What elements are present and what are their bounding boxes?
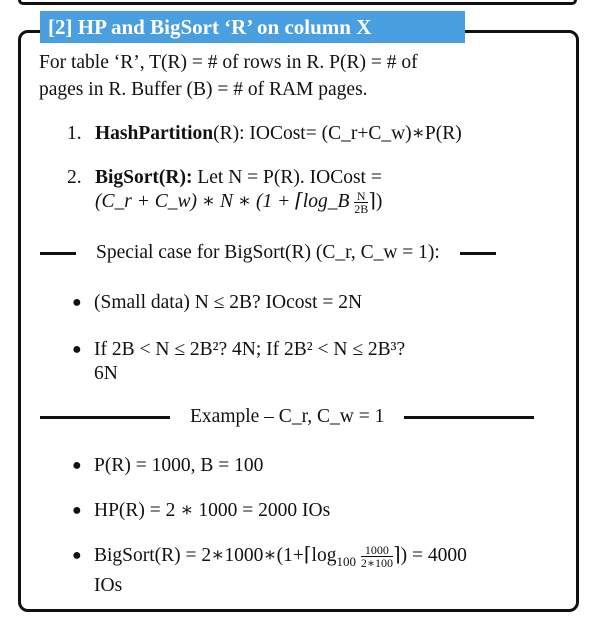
- previous-card-bottom: [18, 0, 577, 5]
- intro-line-2: pages in R. Buffer (B) = # of RAM pages.: [39, 79, 368, 100]
- intro-line-1: For table ‘R’, T(R) = # of rows in R. P(R) = # of: [39, 52, 418, 73]
- formula-part: ⌉): [368, 191, 383, 212]
- example-divider: [40, 405, 559, 429]
- bullet-text: (Small data) N ≤ 2B? IOcost = 2N: [94, 292, 363, 313]
- bullet-text: If 2B < N ≤ 2B²? 4N; If 2B² < N ≤ 2B³?: [94, 339, 406, 360]
- bullet-text: BigSort(R) = 2∗1000∗(1+⌈log: [94, 545, 337, 566]
- bullet-text: HP(R) = 2 ∗ 1000 = 2000 IOs: [94, 500, 331, 521]
- list-number: 1.: [67, 123, 82, 144]
- bullet-item: [72, 544, 564, 598]
- bullet-item: [72, 454, 564, 478]
- list-heading: BigSort(R):: [95, 167, 193, 188]
- slide-card: [18, 30, 579, 612]
- bullet-text: P(R) = 1000, B = 100: [94, 455, 264, 476]
- list-heading: HashPartition: [95, 123, 214, 144]
- bullet-item: [72, 291, 564, 315]
- fraction-numerator: 1000: [361, 544, 393, 557]
- special-case-divider: [40, 241, 559, 265]
- bullet-text-continued: IOs: [94, 574, 123, 596]
- list-text: (R): IOCost= (C_r+C_w)∗P(R): [213, 123, 462, 144]
- bullet-item: [72, 338, 564, 386]
- formula-part: (C_r + C_w) ∗ N ∗ (1 + ⌈log_B: [95, 191, 350, 212]
- fraction-numerator: N: [354, 190, 368, 203]
- bullet-icon: ●: [72, 502, 82, 519]
- bullet-icon: ●: [72, 547, 82, 564]
- divider-line: [460, 252, 496, 255]
- divider-label: Special case for BigSort(R) (C_r, C_w = 1):: [96, 242, 440, 263]
- fraction: [354, 190, 368, 215]
- divider-line: [40, 416, 170, 419]
- card-title: [2] HP and BigSort ‘R’ on column X: [40, 11, 465, 43]
- bullet-icon: ●: [72, 294, 82, 311]
- bullet-item: [72, 499, 564, 523]
- list-item-hash-partition: [67, 122, 567, 146]
- list-number: 2.: [67, 167, 82, 188]
- list-item-bigsort: [67, 166, 567, 215]
- divider-label: Example – C_r, C_w = 1: [190, 406, 385, 427]
- divider-line: [40, 252, 76, 255]
- bullet-icon: ●: [72, 341, 82, 358]
- intro-text: [39, 49, 561, 103]
- fraction: [361, 544, 393, 569]
- fraction-denominator: 2∗100: [360, 556, 393, 571]
- divider-line: [404, 416, 534, 419]
- bullet-text-continued: 6N: [94, 363, 118, 384]
- list-text: Let N = P(R). IOCost =: [192, 167, 382, 188]
- fraction-denominator: 2B: [354, 202, 369, 217]
- bullet-icon: ●: [72, 457, 82, 474]
- log-base: 100: [336, 553, 356, 569]
- bullet-text: ⌉) = 4000: [392, 545, 467, 566]
